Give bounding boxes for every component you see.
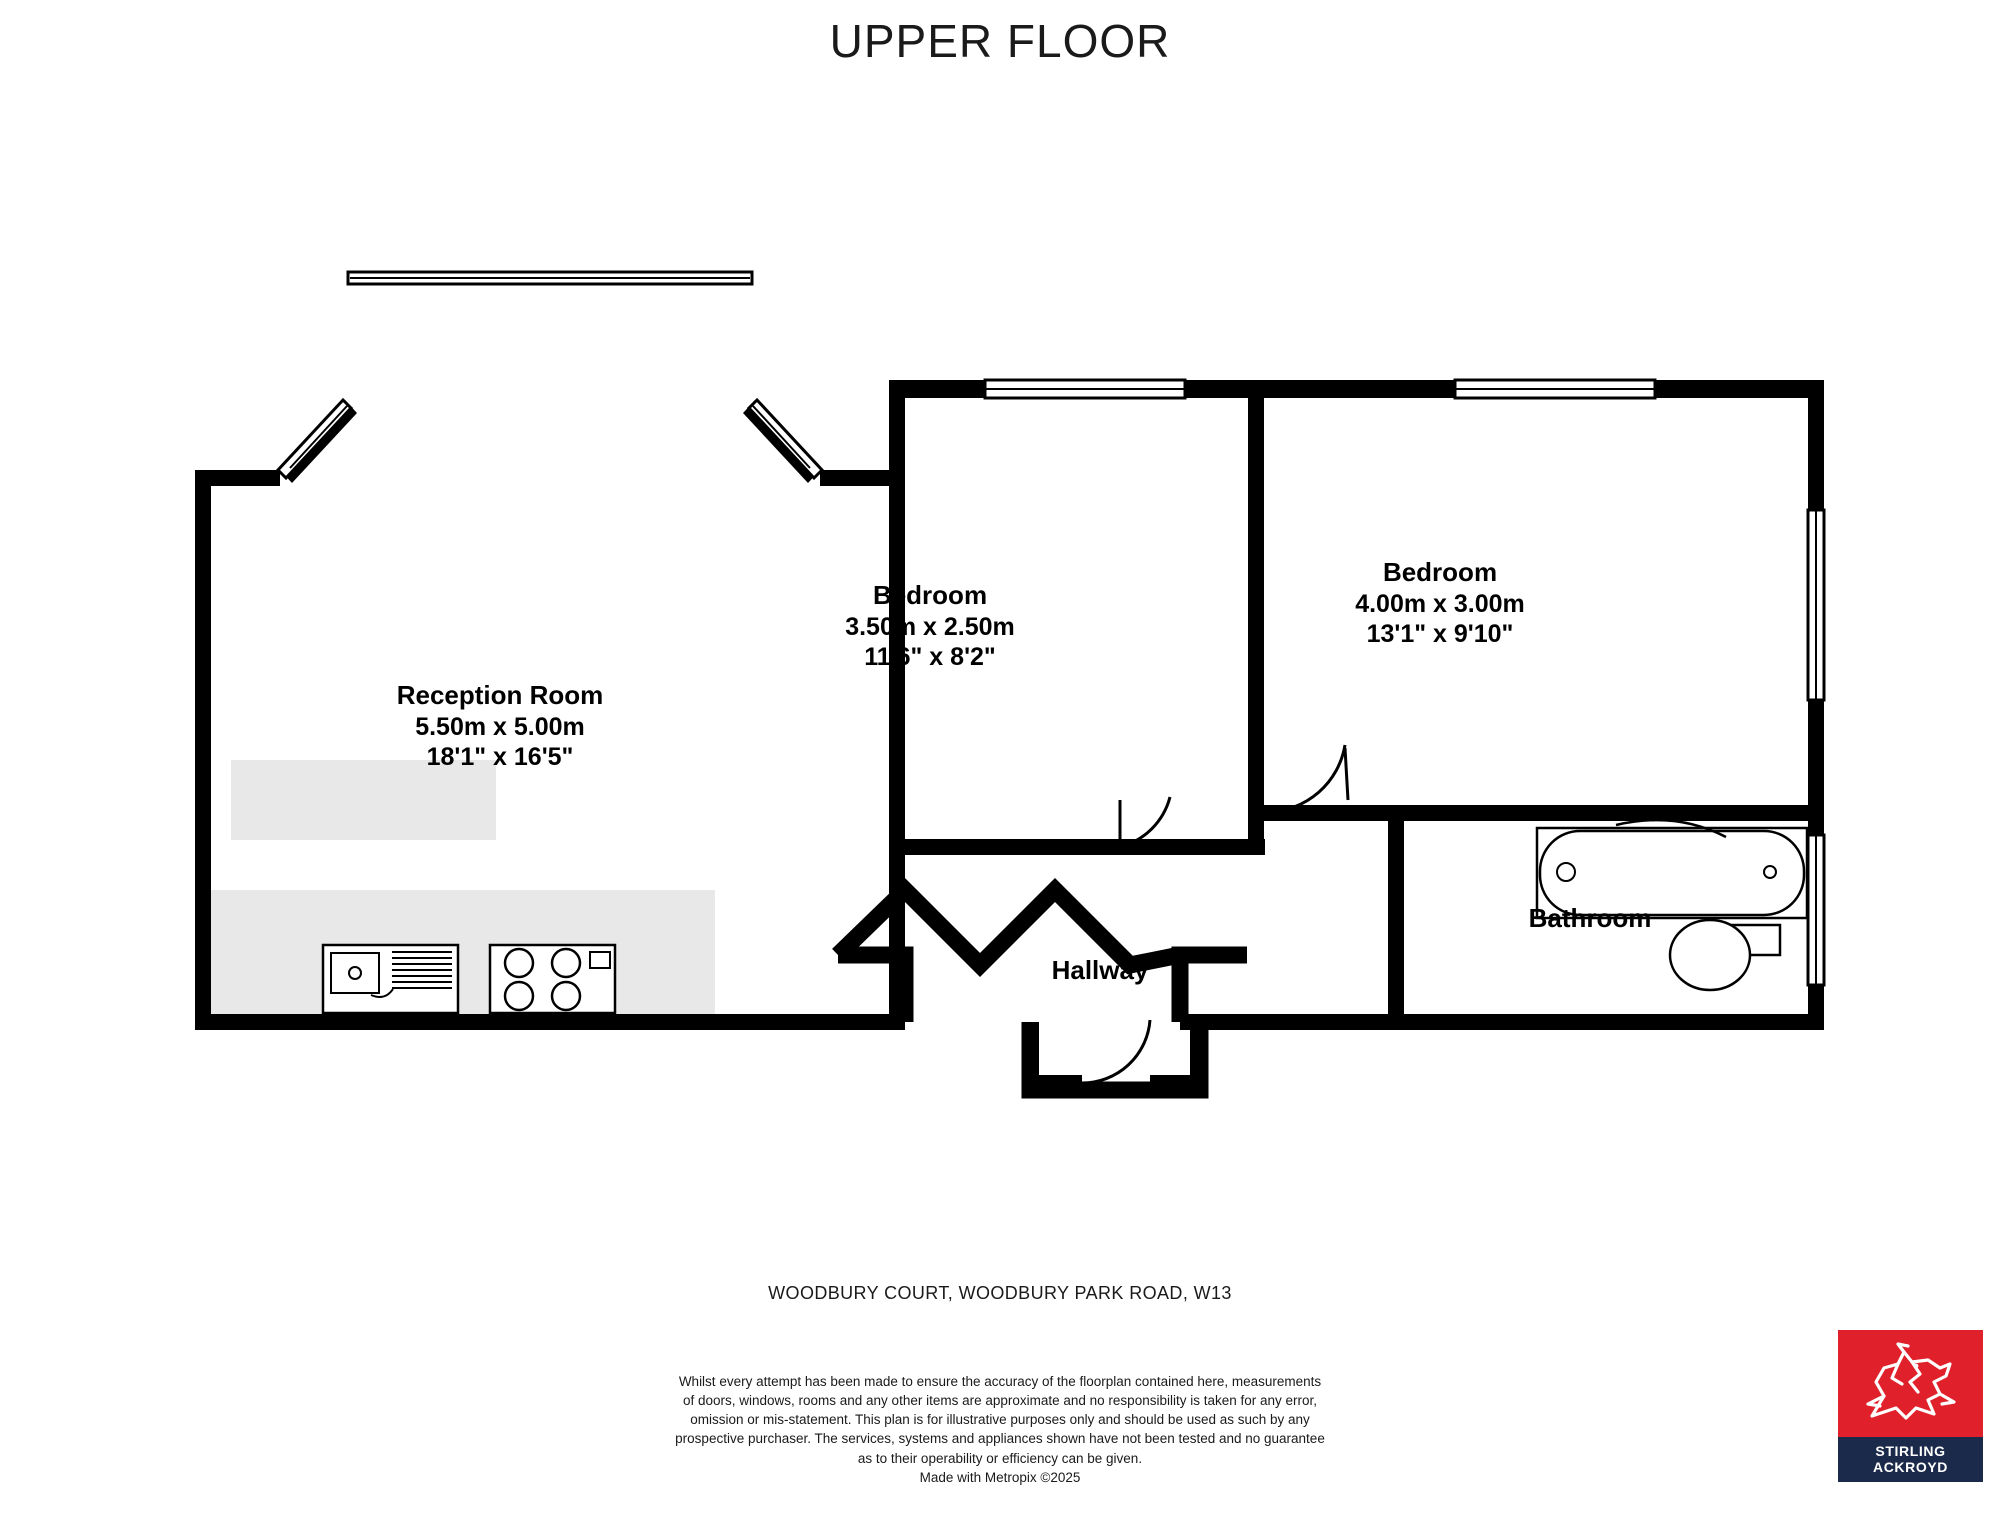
wall-bedroom1-bottom — [889, 839, 1134, 855]
bedroom1-window — [985, 380, 1185, 398]
disclaimer-line-1: Whilst every attempt has been made to ensure the accuracy of the floorplan contained here, measurements — [678, 1374, 1322, 1389]
brand-line-2: ACKROYD — [1873, 1458, 1948, 1475]
wall-bedroom2-bottom — [1388, 805, 1824, 821]
door-entrance — [1082, 1020, 1150, 1083]
room-label-bedroom2 — [1250, 557, 1630, 650]
brand-logo — [1838, 1330, 1983, 1482]
logo-red-panel — [1838, 1330, 1983, 1437]
wall-bathroom-bottom — [1180, 1014, 1824, 1030]
page-title: UPPER FLOOR — [829, 15, 1171, 67]
property-address: WOODBURY COURT, WOODBURY PARK ROAD, W13 — [768, 1283, 1232, 1303]
disclaimer-line-3: omission or mis-statement. This plan is for illustrative purposes only and should be used as such by any — [690, 1412, 1310, 1428]
made-with-credit: Made with Metropix ©2025 — [919, 1469, 1081, 1485]
reception-name: Reception Room — [396, 680, 604, 710]
reception-dim-imperial: 18'1" x 16'5" — [426, 743, 574, 772]
room-label-reception — [300, 680, 700, 773]
disclaimer-line-4: prospective purchaser. The services, systems and appliances shown have not been tested and no guarantee — [675, 1431, 1325, 1447]
bedroom2-window-right — [1808, 510, 1824, 700]
bedroom2-dim-metric: 4.00m x 3.00m — [1355, 589, 1525, 618]
bedroom2-dim-imperial: 13'1" x 9'10" — [1366, 620, 1514, 649]
hob-icon — [490, 945, 615, 1013]
griffin-icon — [1854, 1338, 1966, 1430]
bedroom2-window-top — [1455, 380, 1655, 398]
room-label-bedroom1 — [740, 580, 1120, 673]
wall-bedroom1-bottom-right — [1120, 839, 1265, 855]
bedroom1-name: Bedroom — [872, 580, 988, 610]
wall-hall-bottom-right — [1150, 1075, 1207, 1092]
wall-hall-bottom-left — [1022, 1075, 1082, 1092]
bathroom-window-right — [1808, 835, 1824, 985]
wall-bathroom-left — [1388, 805, 1404, 1030]
bathroom-name: Bathroom — [1528, 903, 1652, 933]
bedroom2-name: Bedroom — [1382, 557, 1498, 587]
sink-icon — [323, 945, 458, 1013]
room-label-bathroom — [1430, 903, 1750, 935]
disclaimer-line-2: of doors, windows, rooms and any other items are approximate and no responsibility is taken for any error, — [682, 1393, 1318, 1409]
reception-dim-metric: 5.50m x 5.00m — [415, 712, 585, 741]
room-label-hallway — [940, 955, 1260, 987]
wall-bay-return-left — [195, 470, 280, 486]
disclaimer-block — [0, 1372, 2000, 1487]
bedroom1-dim-metric: 3.50m x 2.50m — [845, 612, 1015, 641]
wall-bedroom2-bottom-left — [1264, 805, 1404, 821]
disclaimer-line-5: as to their operability or efficiency can be given. — [857, 1450, 1143, 1466]
wall-reception-bottom — [195, 1014, 905, 1030]
bedroom1-dim-imperial: 11'6" x 8'2" — [864, 643, 996, 672]
logo-navy-panel — [1838, 1437, 1983, 1482]
wall-reception-left — [195, 470, 211, 1030]
hallway-name: Hallway — [1051, 955, 1149, 985]
brand-line-1: STIRLING — [1875, 1443, 1946, 1460]
